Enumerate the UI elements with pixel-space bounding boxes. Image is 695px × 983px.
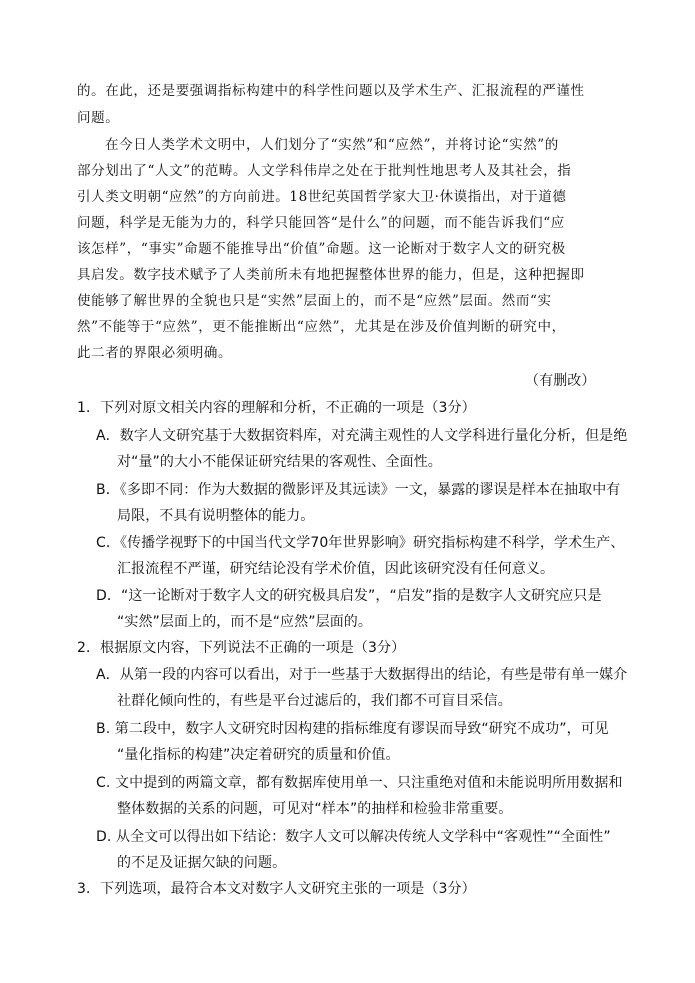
passage-line: 然”不能等于“应然”，更不能推断出“应然”，尤其是在涉及价值判断的研究中，	[77, 319, 566, 335]
option-line: C．《传播学视野下的中国当代文学70年世界影响》研究指标构建不科学，学术生产、	[96, 535, 625, 551]
passage-line: 部分划出了“人文”的范畴。人文学科伟岸之处在于批判性地思考人及其社会，指	[77, 163, 572, 179]
option-line: 的不足及证据欠缺的问题。	[117, 855, 287, 871]
option-line: 汇报流程不严谨，研究结论没有学术价值，因此该研究没有任何意义。	[117, 561, 555, 577]
option-line: A．数字人文研究基于大数据资料库，对充满主观性的人文学科进行量化分析，但是绝	[96, 428, 628, 444]
option-line: 对“量”的大小不能保证研究结果的客观性、全面性。	[117, 454, 442, 470]
option-line: C. 文中提到的两篇文章，都有数据库使用单一、只注重绝对值和未能说明所用数据和	[96, 775, 623, 791]
option-line: “实然”层面上的，而不是“应然”层面的。	[117, 614, 373, 630]
passage-line: 引人类文明朝“应然”的方向前进。18世纪英国哲学家大卫·休谟指出，对于道德	[77, 189, 567, 205]
option-line: D. 从全文可以得出如下结论：数字人文可以解决传统人文学科中“客观性”“全面性”	[96, 829, 611, 845]
question-stem: 1．下列对原文相关内容的理解和分析，不正确的一项是（3分）	[77, 400, 476, 416]
question-stem: 3．下列选项，最符合本文对数字人文研究主张的一项是（3分）	[77, 881, 476, 897]
option-line: A．从第一段的内容可以看出，对于一些基于大数据得出的结论，有些是带有单一媒介	[96, 667, 628, 683]
passage-line: 该怎样”，“事实”命题不能推导出“价值”命题。这一论断对于数字人文的研究极	[77, 241, 566, 257]
option-line: 整体数据的关系的问题，可见对“样本”的抽样和检验非常重要。	[117, 801, 513, 817]
option-line: “量化指标的构建”决定着研究的质量和价值。	[117, 747, 400, 763]
option-line: B．《多即不同：作为大数据的微影评及其远读》一文，暴露的谬误是样本在抽取中有	[96, 482, 621, 498]
question-stem: 2．根据原文内容，下列说法不正确的一项是（3分）	[77, 640, 406, 656]
option-line: 社群化倾向性的，有些是平台过滤后的，我们都不可盲目采信。	[117, 693, 512, 709]
option-line: 局限，不具有说明整体的能力。	[117, 508, 315, 524]
passage-line: 具启发。数字技术赋予了人类前所未有地把握整体世界的能力，但是，这种把握即	[77, 267, 585, 283]
passage-line: 此二者的界限必须明确。	[77, 345, 233, 361]
option-line: D．“这一论断对于数字人文的研究极具启发”，“启发”指的是数字人文研究应只是	[96, 588, 602, 604]
source-note: （有删改）	[525, 373, 596, 389]
passage-line: 问题，科学是无能为力的，科学只能回答“是什么”的问题，而不能告诉我们“应	[77, 215, 565, 231]
option-line: B. 第二段中，数字人文研究时因构建的指标维度有谬误而导致“研究不成功”，可见	[96, 721, 609, 737]
passage-line: 问题。	[77, 110, 120, 126]
passage-line: 的。在此，还是要强调指标构建中的科学性问题以及学术生产、汇报流程的严谨性	[77, 83, 585, 99]
passage-line: 使能够了解世界的全貌也只是“实然”层面上的，而不是“应然”层面。然而“实	[77, 293, 552, 309]
passage-line: 在今日人类学术文明中，人们划分了“实然”和“应然”，并将讨论“实然”的	[105, 137, 559, 153]
